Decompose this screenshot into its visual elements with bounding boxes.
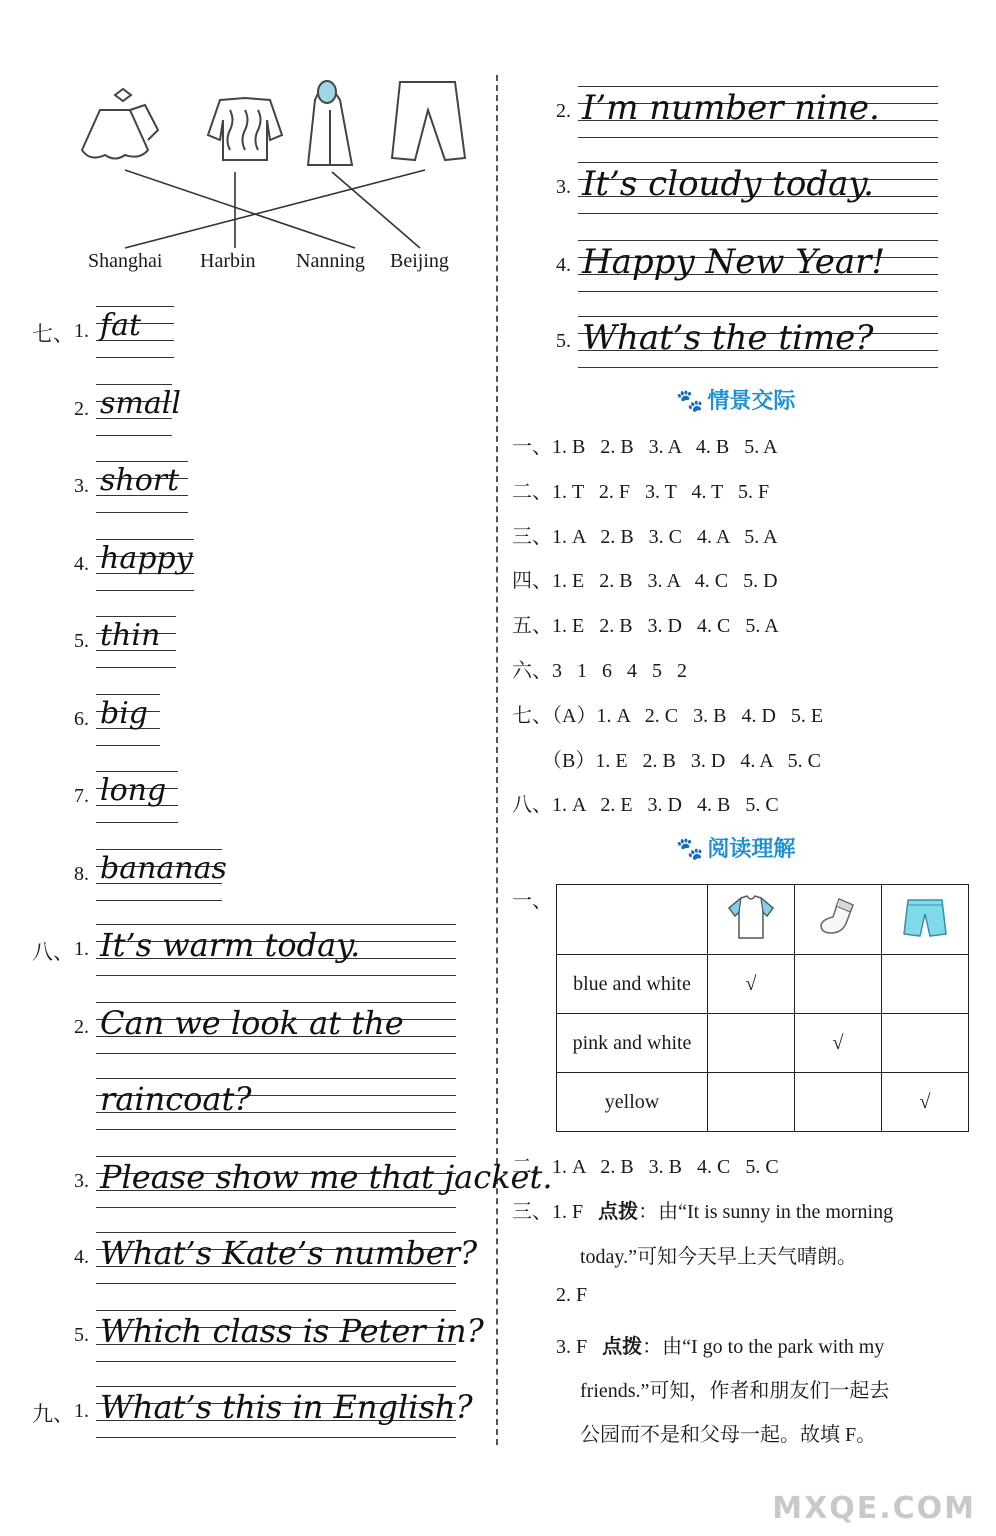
q7-item-3-number: 3. [74,475,89,497]
q7-item-8-writing-lines [96,849,227,901]
ruled-line [96,1310,456,1311]
sock-icon [795,885,882,955]
ruled-line [578,162,938,163]
column-divider [496,75,498,1445]
ruled-line [96,616,176,617]
situational-row: 七、（A）1. A 2. C 3. B 4. D 5. E [512,704,824,727]
matching-lines [70,160,480,260]
watermark: MXQE.COM [772,1491,976,1526]
sweater-icon [208,98,282,160]
q7-item-6-answer-text: big [100,695,149,731]
situational-row: 二、1. T 2. F 3. T 4. T 5. F [512,480,770,503]
q7-item-4-answer-text: happy [100,540,193,576]
q9-item-2-number: 2. [556,100,571,122]
city-nanning: Nanning [296,250,365,272]
ruled-line [96,694,160,695]
q7-label: 七、 [32,322,74,346]
ruled-line [96,306,174,307]
q9-item-2-answer-text: I’m number nine. [582,88,880,128]
row-label: blue and white [557,955,708,1014]
q8-item-2-number: 2. [74,1016,89,1038]
ruled-line [96,1232,456,1233]
check-cell [795,1073,882,1132]
q7-item-8-answer-text: bananas [100,850,227,886]
q7-item-3-answer-text: short [100,463,180,498]
tshirt-icon [708,885,795,955]
row-label: pink and white [557,1014,708,1073]
q7-item-7-writing-lines [96,771,178,823]
q8-item-4-number: 3. [74,1170,89,1192]
q7-item-8-number: 8. [74,862,89,885]
ruled-line [96,900,222,901]
q9-item-3-writing-lines [578,162,938,214]
q8-item-1-writing-lines [96,924,456,976]
check-cell: √ [882,1073,969,1132]
city-harbin: Harbin [200,250,256,272]
q1-answer: 三、1. F [512,1201,584,1223]
q9-item-1-writing-lines [96,1386,473,1438]
q7-item-1-number: 1. [74,320,89,342]
reading-q3-line2: friends.”可知，作者和朋友们一起去 [580,1380,890,1402]
reading-heading-text: 阅读理解 [707,837,796,862]
q9-item-3-number: 3. [556,176,571,198]
ruled-line [96,667,176,668]
check-cell [795,955,882,1014]
pants-icon [392,82,465,160]
ruled-line [578,291,938,292]
check-cell [708,1073,795,1132]
check-cell [708,1014,795,1073]
shorts-icon [882,885,969,955]
ruled-line [96,357,174,358]
situational-heading-text: 情景交际 [707,389,796,414]
q3-tip: ：由“I go to the park with my [642,1336,885,1358]
reading-part2: 二、1. A 2. B 3. B 4. C 5. C [512,1156,779,1178]
check-cell [882,955,969,1014]
q7-item-5-answer-text: thin [100,618,161,653]
q9-item-3-answer-text: It’s cloudy today. [582,164,874,204]
ruled-line [96,822,178,823]
check-cell: √ [795,1014,882,1073]
q8-item-4-writing-lines [96,1156,553,1208]
reading-table [556,884,969,1132]
ruled-line [96,1361,456,1362]
city-shanghai: Shanghai [88,250,163,272]
q8-item-6-answer-text: Which class is Peter in? [100,1312,484,1350]
q9-item-5-answer-text: What’s the time? [582,318,874,358]
ruled-line [96,745,160,746]
situational-row: 三、1. A 2. B 3. C 4. A 5. A [512,525,778,548]
ruled-line [578,316,938,317]
q8-item-5-writing-lines [96,1232,478,1284]
situational-row: 四、1. E 2. B 3. A 4. C 5. D [512,570,778,593]
ruled-line [578,86,938,87]
situational-heading [676,384,795,415]
ruled-line [96,590,194,591]
ruled-line [96,384,172,385]
q8-item-1-number: 1. [74,938,89,960]
table-row [557,955,969,1014]
q7-item-4-writing-lines [96,539,194,591]
reading-q1-line2: today.”可知今天早上天气晴朗。 [580,1246,858,1268]
q8-item-1-answer-text: It’s warm today. [100,926,361,964]
ruled-line [96,1207,456,1208]
row-label: yellow [557,1073,708,1132]
paw-icon: 🐾 [676,837,704,862]
paw-icon: 🐾 [676,389,704,414]
q7-item-5-writing-lines [96,616,176,668]
q8-item-5-answer-text: What’s Kate’s number? [100,1234,478,1272]
raincoat-icon [308,81,352,165]
situational-row: （B）1. E 2. B 3. D 4. A 5. C [512,749,821,772]
q9-label: 九、 [32,1402,74,1426]
ruled-line [96,924,456,925]
q7-item-1-writing-lines [96,306,174,358]
q9-item-5-number: 5. [556,330,571,352]
ruled-line [578,367,938,368]
ruled-line [96,1386,456,1387]
q8-item-4-answer-text: Please show me that jacket. [100,1158,553,1196]
ruled-line [96,1437,456,1438]
ruled-line [96,435,172,436]
table-row [557,1014,969,1073]
q9-item-5-writing-lines [578,316,938,368]
reading-heading [676,832,795,863]
q9-item-1-answer-text: What’s this in English? [100,1388,473,1426]
q3-tip-label: 点拨 [602,1336,643,1358]
ruled-line [96,1156,456,1157]
ruled-line [96,771,178,772]
ruled-line [578,240,938,241]
q8-item-2-writing-lines [96,1002,456,1054]
ruled-line [96,1078,456,1079]
city-beijing: Beijing [390,250,449,272]
reading-part1-label: 一、 [512,890,552,912]
table-header-row [557,885,969,955]
reading-q3-line3: 公园而不是和父母一起。故填 F。 [580,1424,877,1446]
table-row [557,1073,969,1132]
q7-item-7-number: 7. [74,785,89,807]
table-corner [557,885,708,955]
q7-item-6-writing-lines [96,694,160,746]
skirt-icon [82,89,158,159]
reading-q1 [512,1195,893,1224]
q9-item-4-answer-text: Happy New Year! [582,242,886,282]
q7-item-4-number: 4. [74,552,89,575]
q8-item-3-writing-lines [96,1078,456,1130]
q8-item-2-answer-text: Can we look at the [100,1004,404,1042]
q7-item-1-answer-text: fat [100,308,142,343]
q7-item-2-answer-text: small [100,385,181,421]
check-cell: √ [708,955,795,1014]
situational-row: 一、1. B 2. B 3. A 4. B 5. A [512,436,778,458]
situational-row: 八、1. A 2. E 3. D 4. B 5. C [512,794,779,817]
ruled-line [96,512,188,513]
reading-q3 [556,1330,884,1359]
q1-tip: ：由“It is sunny in the morning [638,1201,894,1223]
q8-item-6-writing-lines [96,1310,484,1362]
q7-item-5-number: 5. [74,630,89,652]
q7-item-3-writing-lines [96,461,188,513]
ruled-line [96,1002,456,1003]
ruled-line [96,461,188,462]
q9-item-4-number: 4. [556,254,571,276]
q1-tip-label: 点拨 [598,1201,639,1223]
ruled-line [96,975,456,976]
ruled-line [96,849,222,850]
situational-row: 五、1. E 2. B 3. D 4. C 5. A [512,615,779,638]
check-cell [882,1014,969,1073]
q8-item-5-number: 4. [74,1246,89,1268]
ruled-line [96,1129,456,1130]
q7-item-2-number: 2. [74,397,89,420]
reading-q2: 2. F [556,1284,588,1306]
situational-row: 六、3 1 6 4 5 2 [512,660,687,682]
q3-answer: 3. F [556,1336,588,1358]
ruled-line [96,1053,456,1054]
ruled-line [96,539,194,540]
q7-item-7-answer-text: long [100,773,167,808]
q9-item-1-number: 1. [74,1400,89,1422]
q9-item-2-writing-lines [578,86,938,138]
q7-item-2-writing-lines [96,384,181,436]
q9-item-4-writing-lines [578,240,938,292]
ruled-line [578,213,938,214]
q8-label: 八、 [32,940,74,964]
q8-item-3-answer-text: raincoat? [100,1080,252,1118]
ruled-line [578,137,938,138]
ruled-line [96,1283,456,1284]
q8-item-6-number: 5. [74,1324,89,1346]
q7-item-6-number: 6. [74,707,89,730]
